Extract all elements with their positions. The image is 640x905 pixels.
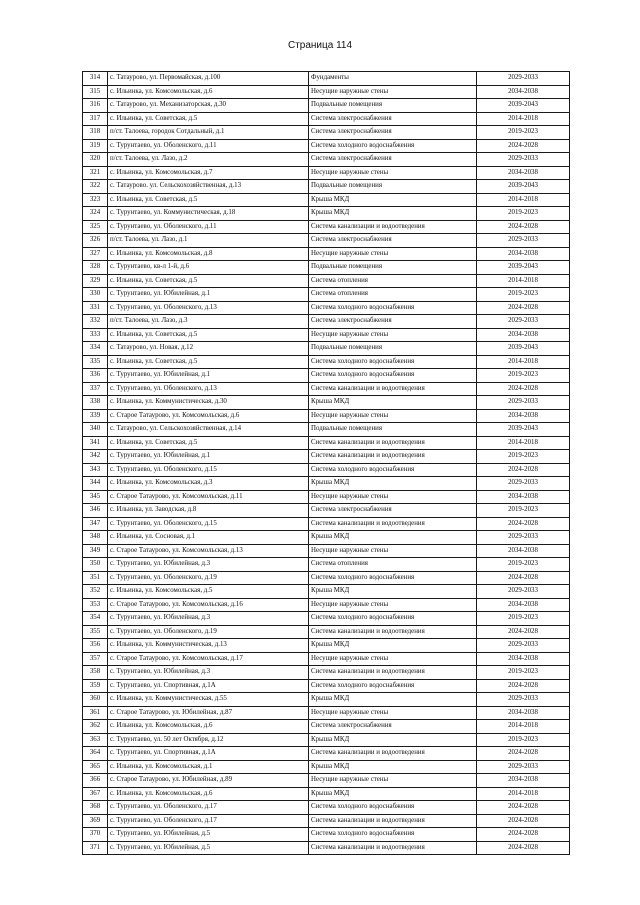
address-cell: с. Турунтаево, ул. Коммунистическая, д.18: [108, 207, 309, 221]
address-cell: с. Старое Татаурово, ул. Комсомольская, д.6: [108, 409, 309, 423]
address-cell: с. Ильинка, ул. Советская, д.5: [108, 112, 309, 126]
table-row: [83, 544, 570, 558]
address-cell: с. Турунтаево, ул. Оболенского, д.11: [108, 220, 309, 234]
work-type-cell: Система холодного водоснабжения: [309, 139, 477, 153]
table-row: [83, 747, 570, 761]
work-type-cell: Крыша МКД: [309, 207, 477, 221]
row-number-cell: 358: [83, 666, 108, 680]
table-row: [83, 571, 570, 585]
table-row: [83, 517, 570, 531]
address-cell: с. Турунтаево, ул. Юбилейная, д.3: [108, 666, 309, 680]
row-number-cell: 335: [83, 355, 108, 369]
table-row: [83, 166, 570, 180]
row-number-cell: 316: [83, 99, 108, 113]
period-cell: 2019-2023: [477, 450, 570, 464]
table-row: [83, 504, 570, 518]
work-type-cell: Система электроснабжения: [309, 720, 477, 734]
address-cell: с. Турунтаево, ул. Юбилейная, д.1: [108, 369, 309, 383]
period-cell: 2014-2018: [477, 787, 570, 801]
work-type-cell: Система канализации и водоотведения: [309, 841, 477, 855]
address-cell: с. Ильинка, ул. Комсомольская, д.1: [108, 760, 309, 774]
period-cell: 2039-2043: [477, 342, 570, 356]
period-cell: 2024-2028: [477, 463, 570, 477]
work-type-cell: Подвальные помещения: [309, 342, 477, 356]
row-number-cell: 359: [83, 679, 108, 693]
work-type-cell: Система канализации и водоотведения: [309, 747, 477, 761]
period-cell: 2024-2028: [477, 841, 570, 855]
row-number-cell: 314: [83, 72, 108, 86]
row-number-cell: 370: [83, 828, 108, 842]
work-type-cell: Система электроснабжения: [309, 234, 477, 248]
table-row: [83, 760, 570, 774]
row-number-cell: 341: [83, 436, 108, 450]
table-row: [83, 720, 570, 734]
address-cell: с. Турунтаево, ул. Оболенского, д.19: [108, 625, 309, 639]
address-cell: с. Турунтаево, ул. Спортивная, д.1А: [108, 747, 309, 761]
table-row: [83, 490, 570, 504]
table-row: [83, 828, 570, 842]
period-cell: 2039-2043: [477, 261, 570, 275]
work-type-cell: Фундаменты: [309, 72, 477, 86]
period-cell: 2039-2043: [477, 180, 570, 194]
work-type-cell: Крыша МКД: [309, 477, 477, 491]
address-cell: с. Татаурово. ул. Сельскохозяйственная, д.13: [108, 180, 309, 194]
address-cell: с. Ильинка, ул. Советская, д.5: [108, 436, 309, 450]
table-row: [83, 261, 570, 275]
work-type-cell: Система канализации и водоотведения: [309, 382, 477, 396]
address-cell: с. Турунтаево, ул. Юбилейная, д.5: [108, 828, 309, 842]
row-number-cell: 357: [83, 652, 108, 666]
period-cell: 2019-2023: [477, 207, 570, 221]
period-cell: 2014-2018: [477, 436, 570, 450]
period-cell: 2034-2038: [477, 652, 570, 666]
work-type-cell: Крыша МКД: [309, 733, 477, 747]
address-cell: с. Ильинка, ул. Заводская, д.8: [108, 504, 309, 518]
page-title: Страница 114: [287, 40, 353, 51]
address-cell: с. Старое Татаурово, ул. Комсомольская, д.16: [108, 598, 309, 612]
address-cell: с. Старое Татаурово, ул. Комсомольская, д.13: [108, 544, 309, 558]
address-cell: с. Турунтаево, ул. Юбилейная, д.5: [108, 841, 309, 855]
period-cell: 2014-2018: [477, 720, 570, 734]
row-number-cell: 356: [83, 639, 108, 653]
address-cell: п/ст. Талоева, ул. Лазо, д.3: [108, 315, 309, 329]
row-number-cell: 348: [83, 531, 108, 545]
row-number-cell: 336: [83, 369, 108, 383]
row-number-cell: 334: [83, 342, 108, 356]
table-row: [83, 126, 570, 140]
work-type-cell: Система холодного водоснабжения: [309, 679, 477, 693]
address-cell: с. Ильинка, ул. Коммунистическая, д.30: [108, 396, 309, 410]
row-number-cell: 338: [83, 396, 108, 410]
period-cell: 2024-2028: [477, 382, 570, 396]
table-row: [83, 247, 570, 261]
table-row: [83, 639, 570, 653]
period-cell: 2014-2018: [477, 112, 570, 126]
table-row: [83, 787, 570, 801]
work-type-cell: Система канализации и водоотведения: [309, 436, 477, 450]
period-cell: 2019-2023: [477, 666, 570, 680]
table-row: [83, 328, 570, 342]
table-row: [83, 220, 570, 234]
table-row: [83, 706, 570, 720]
address-cell: с. Ильинка, ул. Советская, д.5: [108, 355, 309, 369]
period-cell: 2029-2033: [477, 585, 570, 599]
row-number-cell: 360: [83, 693, 108, 707]
period-cell: 2029-2033: [477, 693, 570, 707]
address-cell: п/ст. Талоева, городок Сотдальный, д.1: [108, 126, 309, 140]
address-cell: с. Татаурово, ул. Первомайская, д.100: [108, 72, 309, 86]
period-cell: 2024-2028: [477, 301, 570, 315]
table-row: [83, 301, 570, 315]
address-cell: с. Старое Татаурово, ул. Юбилейная, д.87: [108, 706, 309, 720]
table-row: [83, 652, 570, 666]
row-number-cell: 369: [83, 814, 108, 828]
address-cell: с. Турунтаево, ул. Спортивная, д.1А: [108, 679, 309, 693]
address-cell: с. Ильинка, ул. Коммунистическая, д.55: [108, 693, 309, 707]
period-cell: 2019-2023: [477, 504, 570, 518]
table-row: [83, 409, 570, 423]
period-cell: 2029-2033: [477, 153, 570, 167]
address-cell: с. Турунтаево, ул. Оболенского, д.13: [108, 382, 309, 396]
table-row: [83, 369, 570, 383]
row-number-cell: 333: [83, 328, 108, 342]
work-type-cell: Несущие наружные стены: [309, 166, 477, 180]
table-row: [83, 355, 570, 369]
table-row: [83, 274, 570, 288]
table-row: [83, 193, 570, 207]
row-number-cell: 344: [83, 477, 108, 491]
address-cell: с. Турунтаево, ул. Оболенского, д.17: [108, 814, 309, 828]
work-type-cell: Система электроснабжения: [309, 315, 477, 329]
period-cell: 2024-2028: [477, 747, 570, 761]
table-row: [83, 382, 570, 396]
row-number-cell: 327: [83, 247, 108, 261]
table-row: [83, 72, 570, 86]
period-cell: 2029-2033: [477, 315, 570, 329]
row-number-cell: 347: [83, 517, 108, 531]
address-cell: с. Турунтаево, ул. Юбилейная, д.1: [108, 288, 309, 302]
address-cell: с. Турунтаево, ул. Оболенского, д.15: [108, 463, 309, 477]
work-type-cell: Система канализации и водоотведения: [309, 625, 477, 639]
work-type-cell: Система отопления: [309, 274, 477, 288]
work-type-cell: Система электроснабжения: [309, 153, 477, 167]
row-number-cell: 349: [83, 544, 108, 558]
period-cell: 2029-2033: [477, 234, 570, 248]
period-cell: 2034-2038: [477, 774, 570, 788]
period-cell: 2034-2038: [477, 328, 570, 342]
period-cell: 2029-2033: [477, 531, 570, 545]
register-table-body: [83, 72, 570, 855]
period-cell: 2019-2023: [477, 733, 570, 747]
work-type-cell: Несущие наружные стены: [309, 328, 477, 342]
work-type-cell: Несущие наружные стены: [309, 774, 477, 788]
work-type-cell: Система электроснабжения: [309, 126, 477, 140]
period-cell: 2029-2033: [477, 396, 570, 410]
period-cell: 2014-2018: [477, 193, 570, 207]
address-cell: с. Татаурово, ул. Механизаторская, д.30: [108, 99, 309, 113]
table-row: [83, 693, 570, 707]
work-type-cell: Система холодного водоснабжения: [309, 612, 477, 626]
row-number-cell: 330: [83, 288, 108, 302]
table-row: [83, 342, 570, 356]
address-cell: с. Старое Татаурово, ул. Комсомольская, д.11: [108, 490, 309, 504]
table-row: [83, 625, 570, 639]
row-number-cell: 368: [83, 801, 108, 815]
table-row: [83, 801, 570, 815]
period-cell: 2024-2028: [477, 625, 570, 639]
work-type-cell: Система электроснабжения: [309, 504, 477, 518]
address-cell: с. Турунтаево, ул. Юбилейная, д.3: [108, 612, 309, 626]
address-cell: с. Ильинка, ул. Коммунистическая, д.13: [108, 639, 309, 653]
table-row: [83, 436, 570, 450]
period-cell: 2019-2023: [477, 369, 570, 383]
row-number-cell: 345: [83, 490, 108, 504]
address-cell: с. Турунтаево, ул. Оболенского, д.19: [108, 571, 309, 585]
row-number-cell: 329: [83, 274, 108, 288]
period-cell: 2024-2028: [477, 571, 570, 585]
table-row: [83, 234, 570, 248]
work-type-cell: Несущие наружные стены: [309, 247, 477, 261]
work-type-cell: Крыша МКД: [309, 787, 477, 801]
period-cell: 2029-2033: [477, 760, 570, 774]
work-type-cell: Несущие наружные стены: [309, 490, 477, 504]
period-cell: 2014-2018: [477, 355, 570, 369]
work-type-cell: Система канализации и водоотведения: [309, 517, 477, 531]
address-cell: с. Ильинка, ул. Комсомольская, д.8: [108, 247, 309, 261]
work-type-cell: Несущие наружные стены: [309, 598, 477, 612]
period-cell: 2019-2023: [477, 558, 570, 572]
row-number-cell: 331: [83, 301, 108, 315]
period-cell: 2029-2033: [477, 477, 570, 491]
address-cell: с. Ильинка, ул. Комсомольская, д.6: [108, 787, 309, 801]
period-cell: 2024-2028: [477, 801, 570, 815]
table-row: [83, 598, 570, 612]
address-cell: с. Татаурово, ул. Сельскохозяйственная, д.14: [108, 423, 309, 437]
work-type-cell: Система холодного водоснабжения: [309, 463, 477, 477]
table-row: [83, 396, 570, 410]
table-row: [83, 112, 570, 126]
period-cell: 2039-2043: [477, 99, 570, 113]
row-number-cell: 367: [83, 787, 108, 801]
address-cell: с. Турунтаево, ул. Юбилейная, д.3: [108, 558, 309, 572]
table-row: [83, 180, 570, 194]
address-cell: с. Турунтаево, ул. Оболенского, д.15: [108, 517, 309, 531]
table-row: [83, 841, 570, 855]
row-number-cell: 351: [83, 571, 108, 585]
work-type-cell: Система холодного водоснабжения: [309, 369, 477, 383]
address-cell: с. Ильинка, ул. Комсомольская, д.3: [108, 477, 309, 491]
address-cell: с. Ильинка, ул. Комсомольская, д.6: [108, 720, 309, 734]
period-cell: 2024-2028: [477, 139, 570, 153]
period-cell: 2034-2038: [477, 490, 570, 504]
work-type-cell: Система холодного водоснабжения: [309, 301, 477, 315]
address-cell: с. Ильинка, ул. Советская, д.5: [108, 328, 309, 342]
table-row: [83, 733, 570, 747]
address-cell: с. Ильинка, ул. Советская, д.5: [108, 193, 309, 207]
row-number-cell: 346: [83, 504, 108, 518]
table-row: [83, 612, 570, 626]
row-number-cell: 361: [83, 706, 108, 720]
work-type-cell: Система холодного водоснабжения: [309, 571, 477, 585]
work-type-cell: Система холодного водоснабжения: [309, 801, 477, 815]
table-row: [83, 85, 570, 99]
row-number-cell: 322: [83, 180, 108, 194]
address-cell: с. Ильинка, ул. Советская, д.5: [108, 274, 309, 288]
row-number-cell: 366: [83, 774, 108, 788]
work-type-cell: Крыша МКД: [309, 193, 477, 207]
address-cell: с. Ильинка, ул. Комсомольская, д.6: [108, 85, 309, 99]
table-row: [83, 774, 570, 788]
row-number-cell: 315: [83, 85, 108, 99]
address-cell: с. Турунтаево, ул. Юбилейная, д.1: [108, 450, 309, 464]
row-number-cell: 364: [83, 747, 108, 761]
work-type-cell: Система канализации и водоотведения: [309, 666, 477, 680]
table-row: [83, 153, 570, 167]
address-cell: с. Турунтаево, ул. 50 лет Октября, д.12: [108, 733, 309, 747]
table-row: [83, 99, 570, 113]
row-number-cell: 343: [83, 463, 108, 477]
period-cell: 2034-2038: [477, 544, 570, 558]
address-cell: п/ст. Талоева, ул. Лазо, д.2: [108, 153, 309, 167]
row-number-cell: 325: [83, 220, 108, 234]
period-cell: 2034-2038: [477, 166, 570, 180]
address-cell: с. Татаурово, ул. Новая, д.12: [108, 342, 309, 356]
period-cell: 2019-2023: [477, 126, 570, 140]
work-type-cell: Крыша МКД: [309, 760, 477, 774]
work-type-cell: Крыша МКД: [309, 396, 477, 410]
work-type-cell: Система канализации и водоотведения: [309, 814, 477, 828]
period-cell: 2034-2038: [477, 247, 570, 261]
row-number-cell: 365: [83, 760, 108, 774]
row-number-cell: 323: [83, 193, 108, 207]
row-number-cell: 326: [83, 234, 108, 248]
row-number-cell: 318: [83, 126, 108, 140]
row-number-cell: 353: [83, 598, 108, 612]
row-number-cell: 320: [83, 153, 108, 167]
work-type-cell: Крыша МКД: [309, 693, 477, 707]
period-cell: 2024-2028: [477, 220, 570, 234]
address-cell: с. Ильинка, ул. Комсомольская, д.7: [108, 166, 309, 180]
table-row: [83, 288, 570, 302]
register-table: [82, 71, 570, 855]
row-number-cell: 324: [83, 207, 108, 221]
row-number-cell: 362: [83, 720, 108, 734]
period-cell: 2019-2023: [477, 612, 570, 626]
period-cell: 2024-2028: [477, 679, 570, 693]
period-cell: 2019-2023: [477, 288, 570, 302]
work-type-cell: Несущие наружные стены: [309, 652, 477, 666]
work-type-cell: Система холодного водоснабжения: [309, 828, 477, 842]
table-row: [83, 139, 570, 153]
table-row: [83, 450, 570, 464]
table-row: [83, 423, 570, 437]
work-type-cell: Система холодного водоснабжения: [309, 355, 477, 369]
table-row: [83, 585, 570, 599]
work-type-cell: Подвальные помещения: [309, 261, 477, 275]
period-cell: 2024-2028: [477, 828, 570, 842]
work-type-cell: Несущие наружные стены: [309, 85, 477, 99]
work-type-cell: Несущие наружные стены: [309, 706, 477, 720]
row-number-cell: 342: [83, 450, 108, 464]
work-type-cell: Система канализации и водоотведения: [309, 450, 477, 464]
work-type-cell: Подвальные помещения: [309, 180, 477, 194]
row-number-cell: 317: [83, 112, 108, 126]
period-cell: 2034-2038: [477, 706, 570, 720]
work-type-cell: Система канализации и водоотведения: [309, 220, 477, 234]
row-number-cell: 339: [83, 409, 108, 423]
row-number-cell: 337: [83, 382, 108, 396]
row-number-cell: 332: [83, 315, 108, 329]
work-type-cell: Подвальные помещения: [309, 99, 477, 113]
work-type-cell: Система отопления: [309, 288, 477, 302]
table-row: [83, 477, 570, 491]
address-cell: с. Ильинка, ул. Комсомольская, д.5: [108, 585, 309, 599]
period-cell: 2029-2033: [477, 72, 570, 86]
address-cell: с. Турунтаево, кв-л 1-й, д.6: [108, 261, 309, 275]
period-cell: 2029-2033: [477, 639, 570, 653]
row-number-cell: 321: [83, 166, 108, 180]
address-cell: с. Ильинка, ул. Сосновая, д.1: [108, 531, 309, 545]
address-cell: с. Старое Татаурово, ул. Комсомольская, д.17: [108, 652, 309, 666]
table-row: [83, 315, 570, 329]
row-number-cell: 328: [83, 261, 108, 275]
work-type-cell: Система отопления: [309, 558, 477, 572]
table-row: [83, 558, 570, 572]
row-number-cell: 340: [83, 423, 108, 437]
address-cell: с. Старое Татаурово, ул. Юбилейная, д.89: [108, 774, 309, 788]
row-number-cell: 354: [83, 612, 108, 626]
period-cell: 2024-2028: [477, 517, 570, 531]
table-row: [83, 666, 570, 680]
row-number-cell: 319: [83, 139, 108, 153]
work-type-cell: Система электроснабжения: [309, 112, 477, 126]
row-number-cell: 371: [83, 841, 108, 855]
table-row: [83, 207, 570, 221]
table-row: [83, 814, 570, 828]
row-number-cell: 363: [83, 733, 108, 747]
period-cell: 2034-2038: [477, 598, 570, 612]
work-type-cell: Несущие наружные стены: [309, 544, 477, 558]
row-number-cell: 352: [83, 585, 108, 599]
row-number-cell: 350: [83, 558, 108, 572]
period-cell: 2014-2018: [477, 274, 570, 288]
period-cell: 2039-2043: [477, 423, 570, 437]
address-cell: с. Турунтаево, ул. Оболенского, д.13: [108, 301, 309, 315]
period-cell: 2034-2038: [477, 409, 570, 423]
address-cell: с. Турунтаево, ул. Оболенского, д.17: [108, 801, 309, 815]
work-type-cell: Крыша МКД: [309, 531, 477, 545]
work-type-cell: Подвальные помещения: [309, 423, 477, 437]
work-type-cell: Крыша МКД: [309, 639, 477, 653]
table-row: [83, 531, 570, 545]
address-cell: п/ст. Талоева, ул. Лазо, д.1: [108, 234, 309, 248]
table-row: [83, 679, 570, 693]
period-cell: 2024-2028: [477, 814, 570, 828]
table-row: [83, 463, 570, 477]
period-cell: 2034-2038: [477, 85, 570, 99]
work-type-cell: Несущие наружные стены: [309, 409, 477, 423]
row-number-cell: 355: [83, 625, 108, 639]
work-type-cell: Крыша МКД: [309, 585, 477, 599]
address-cell: с. Турунтаево, ул. Оболенского, д.11: [108, 139, 309, 153]
